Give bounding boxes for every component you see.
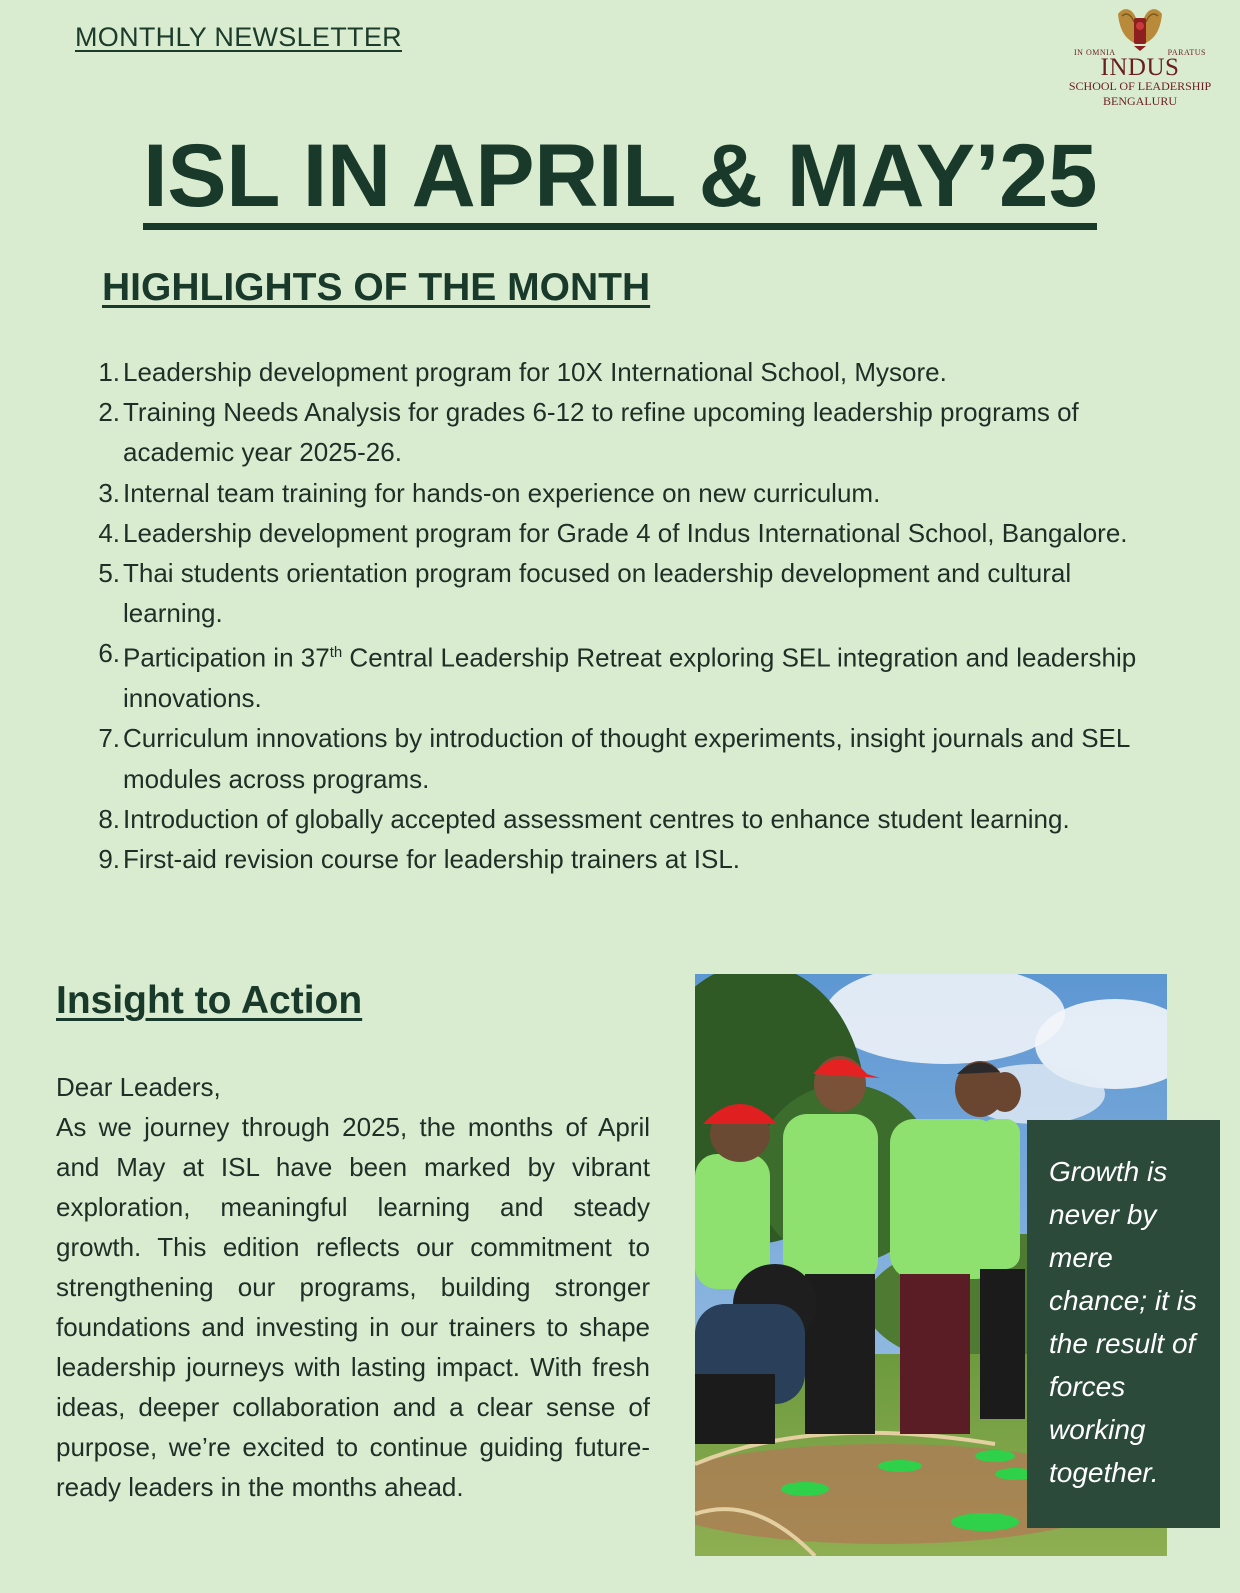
item-number: 5. xyxy=(98,558,120,589)
list-item xyxy=(98,352,1173,392)
item-number: 7. xyxy=(98,723,120,754)
logo-line2: BENGALURU xyxy=(1103,94,1177,108)
list-item xyxy=(98,392,1173,472)
list-item xyxy=(98,799,1173,839)
item-text: Introduction of globally accepted assessment centres to enhance student learning. xyxy=(123,803,1070,834)
letter-paragraph: As we journey through 2025, the months of April and May at ISL have been marked by vibrant exploration, meaningful learning and steady growth. This edition reflects our commitment to strengthening our programs, building stronger foundations and investing in our trainers to shape leadership journeys with lasting impact. With fresh ideas, deeper collaboration and a clear sense of purpose, we’re excited to continue guiding future-ready leaders in the months ahead. xyxy=(56,1112,650,1502)
insight-heading: Insight to Action xyxy=(56,979,363,1022)
item-number: 4. xyxy=(98,517,120,548)
motto-left: IN OMNIA xyxy=(1074,48,1116,57)
logo-line1: SCHOOL OF LEADERSHIP xyxy=(1068,79,1212,93)
item-number: 8. xyxy=(98,803,120,834)
item-text: Central Leadership Retreat exploring SEL integration and leadership innovations. xyxy=(123,643,1137,714)
list-item xyxy=(98,513,1173,553)
letter-body xyxy=(56,1067,650,1507)
item-number: 9. xyxy=(98,844,120,875)
school-logo xyxy=(1060,4,1220,114)
list-item xyxy=(98,718,1173,798)
crest-icon xyxy=(1110,4,1170,52)
item-text: Participation in 37 xyxy=(123,643,330,674)
quote-box: Growth is never by mere chance; it is the result of forces working together. xyxy=(1027,1120,1220,1528)
list-item xyxy=(98,553,1173,633)
list-item xyxy=(98,473,1173,513)
motto-right: PARATUS xyxy=(1167,48,1206,57)
page-title xyxy=(0,124,1240,230)
page-title-text: ISL IN APRIL & MAY’25 xyxy=(143,127,1097,230)
item-text: Curriculum innovations by introduction of thought experiments, insight journals and SEL modules across programs. xyxy=(123,723,1130,794)
item-text: Internal team training for hands-on experience on new curriculum. xyxy=(123,477,881,508)
item-text: Leadership development program for 10X International School, Mysore. xyxy=(123,357,947,387)
highlights-list xyxy=(98,352,1173,879)
newsletter-label: MONTHLY NEWSLETTER xyxy=(75,22,402,52)
item-number: 1. xyxy=(98,357,120,387)
item-text: Leadership development program for Grade 4 of Indus International School, Bangalore. xyxy=(123,517,1128,548)
item-number: 2. xyxy=(98,397,120,428)
item-text: First-aid revision course for leadership trainers at ISL. xyxy=(123,844,741,875)
list-item xyxy=(98,633,1173,718)
logo-name: INDUS xyxy=(1100,54,1180,81)
item-number: 3. xyxy=(98,477,120,508)
highlights-heading: HIGHLIGHTS OF THE MONTH xyxy=(102,266,651,309)
item-superscript: th xyxy=(329,644,343,662)
list-item xyxy=(98,839,1173,879)
letter-greeting: Dear Leaders, xyxy=(56,1072,221,1102)
item-text: Training Needs Analysis for grades 6-12 to refine upcoming leadership programs of academic year 2025-26. xyxy=(123,397,1079,468)
item-number: 6. xyxy=(98,638,120,669)
item-text: Thai students orientation program focused on leadership development and cultural learning. xyxy=(123,558,1072,629)
